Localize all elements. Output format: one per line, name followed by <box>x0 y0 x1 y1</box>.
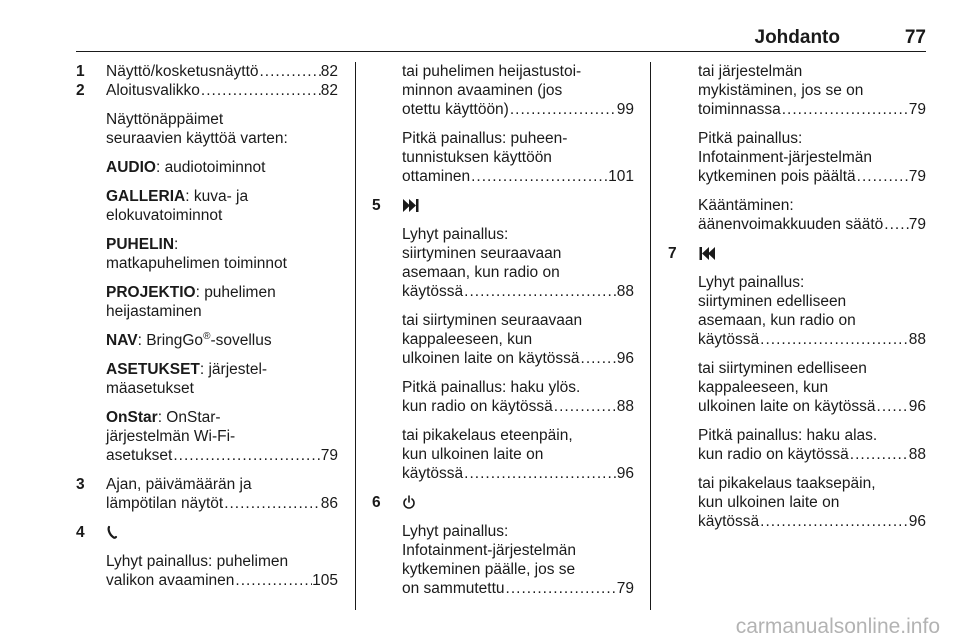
toc-entry[interactable] <box>698 330 926 349</box>
entry-page: 101 <box>608 168 634 185</box>
text: : järjestel- <box>199 361 268 378</box>
text: : audiotoiminnot <box>155 159 266 176</box>
text-line: tai järjestelmän <box>698 63 803 80</box>
leader-dots <box>553 397 617 416</box>
toc-entry[interactable] <box>698 445 926 464</box>
text-line: tai pikakelaus eteenpäin, <box>402 427 573 444</box>
toc-entry[interactable] <box>402 349 634 368</box>
toc-entry[interactable] <box>402 464 634 483</box>
leader-dots <box>505 579 617 598</box>
item-number: 1 <box>76 63 85 80</box>
voice-entry <box>402 129 634 186</box>
item-4-continued <box>372 62 634 186</box>
next-track-icon <box>402 196 420 215</box>
entry-text: valikon avaaminen <box>106 572 235 589</box>
entry-page: 79 <box>908 101 926 118</box>
seek-up-entry <box>402 378 634 416</box>
text-line: kappaleeseen, kun <box>698 379 829 396</box>
text-line: Lyhyt painallus: puhelimen <box>106 553 289 570</box>
leader-dots <box>463 464 617 483</box>
leader-dots <box>172 446 320 465</box>
watermark: carmanualsonline.info <box>735 615 940 638</box>
item-number: 5 <box>372 197 381 214</box>
text-line: matkapuhelimen toiminnot <box>106 255 287 272</box>
item-number: 3 <box>76 476 85 493</box>
text: : <box>174 236 179 253</box>
text-line: Lyhyt painallus: <box>698 274 805 291</box>
leader-dots <box>856 167 909 186</box>
entry-page: 79 <box>616 580 634 597</box>
toc-entry[interactable] <box>402 167 634 186</box>
column-1 <box>76 62 338 590</box>
entry-page: 82 <box>320 63 338 80</box>
text: : puhelimen <box>195 284 276 301</box>
toc-entry[interactable] <box>698 512 926 531</box>
mute-entry <box>698 62 926 119</box>
leader-dots <box>759 330 909 349</box>
next-track-entry <box>402 311 634 368</box>
toc-entry[interactable] <box>106 446 338 465</box>
entry-text: lämpötilan näytöt <box>106 495 224 512</box>
text-line: asemaan, kun radio on <box>698 312 856 329</box>
toc-entry[interactable] <box>106 81 338 100</box>
entry-text: käytössä <box>698 331 760 348</box>
leader-dots <box>470 167 608 186</box>
short-press-entry <box>402 225 634 301</box>
section-title: Johdanto <box>754 27 840 48</box>
text: : BringGo <box>137 332 204 349</box>
text-line: järjestelmän Wi-Fi- <box>106 428 236 445</box>
toc-entry[interactable] <box>402 100 634 119</box>
text-line: siirtyminen seuraavaan <box>402 245 562 262</box>
text-line: Pitkä painallus: haku ylös. <box>402 379 581 396</box>
entry-page: 86 <box>320 495 338 512</box>
volume-entry <box>698 196 926 234</box>
text-line: elokuvatoiminnot <box>106 207 223 224</box>
keyword: ASETUKSET <box>106 361 200 378</box>
entry-text: käytössä <box>698 513 760 530</box>
keyword: AUDIO <box>106 159 156 176</box>
leader-dots <box>200 81 321 100</box>
keyword: NAV <box>106 332 138 349</box>
leader-dots <box>759 512 909 531</box>
toc-entry[interactable] <box>402 397 634 416</box>
entry-text: ulkoinen laite on käytössä <box>698 398 876 415</box>
text-line: Infotainment-järjestelmän <box>698 149 873 166</box>
entry-page: 79 <box>320 447 338 464</box>
leader-dots <box>463 282 617 301</box>
item-1 <box>76 62 338 81</box>
entry-page: 79 <box>908 168 926 185</box>
text-line: tai siirtyminen seuraavaan <box>402 312 583 329</box>
toc-entry[interactable] <box>698 215 926 234</box>
text-line: mäasetukset <box>106 380 194 397</box>
text-line: kappaleeseen, kun <box>402 331 533 348</box>
entry-page: 96 <box>616 350 634 367</box>
text-line: kytkeminen päälle, jos se <box>402 561 576 578</box>
item-icon-line <box>698 244 926 263</box>
item-number: 6 <box>372 494 381 511</box>
registered-mark: ® <box>203 330 211 342</box>
toc-entry[interactable] <box>698 167 926 186</box>
text-line: Näyttönäppäimet <box>106 111 224 128</box>
keyword: OnStar <box>106 409 158 426</box>
leader-dots <box>234 571 312 590</box>
item-2 <box>76 81 338 465</box>
column-2 <box>372 62 634 608</box>
text-line: Pitkä painallus: haku alas. <box>698 427 878 444</box>
keyword: GALLERIA <box>106 188 186 205</box>
entry-page: 96 <box>616 465 634 482</box>
toc-entry[interactable] <box>698 397 926 416</box>
phone-paragraph <box>106 235 338 273</box>
column-divider-1 <box>355 62 356 610</box>
item-3 <box>76 475 338 513</box>
toc-entry[interactable] <box>106 494 338 513</box>
projection-entry <box>402 62 634 119</box>
item-icon-line <box>106 523 338 542</box>
seek-down-entry <box>698 426 926 464</box>
keyword: PUHELIN <box>106 236 175 253</box>
text: : OnStar- <box>157 409 221 426</box>
entry-page: 88 <box>908 331 926 348</box>
text-line: siirtyminen edelliseen <box>698 293 847 310</box>
leader-dots <box>580 349 617 368</box>
text-line: Lyhyt painallus: <box>402 523 509 540</box>
item-number: 4 <box>76 524 85 541</box>
leader-dots <box>883 215 908 234</box>
item-number: 7 <box>668 245 677 262</box>
entry-page: 105 <box>312 572 338 589</box>
item-5 <box>372 196 634 483</box>
item-icon-line <box>402 493 634 512</box>
audio-paragraph <box>106 158 338 177</box>
intro-paragraph <box>106 110 338 148</box>
entry-text: kun radio on käytössä <box>698 446 849 463</box>
toc-entry[interactable] <box>698 100 926 119</box>
settings-paragraph <box>106 360 338 398</box>
text-line: tunnistuksen käyttöön <box>402 149 552 166</box>
text-line: Pitkä painallus: <box>698 130 803 147</box>
column-divider-2 <box>650 62 651 610</box>
power-icon <box>402 493 416 512</box>
text-line: Lyhyt painallus: <box>402 226 509 243</box>
entry-page: 88 <box>616 398 634 415</box>
entry-page: 79 <box>908 216 926 233</box>
power-off-entry <box>698 129 926 186</box>
entry-text: ulkoinen laite on käytössä <box>402 350 580 367</box>
text-line: Kääntäminen: <box>698 197 794 214</box>
entry-page: 88 <box>908 446 926 463</box>
leader-dots <box>509 100 617 119</box>
power-on-entry <box>402 522 634 598</box>
text: -sovellus <box>210 332 272 349</box>
text-line: kun ulkoinen laite on <box>698 494 840 511</box>
entry-text: toiminnassa <box>698 101 781 118</box>
header-rule <box>76 51 926 52</box>
entry-text: otettu käyttöön) <box>402 101 509 118</box>
gallery-paragraph <box>106 187 338 225</box>
item-4 <box>76 523 338 590</box>
item-6 <box>372 493 634 598</box>
leader-dots <box>223 494 321 513</box>
phone-icon <box>106 523 118 542</box>
entry-text: on sammutettu <box>402 580 505 597</box>
entry-text: ottaminen <box>402 168 471 185</box>
entry-page: 88 <box>616 283 634 300</box>
toc-entry[interactable] <box>402 579 634 598</box>
onstar-paragraph <box>106 408 338 465</box>
text-line: tai puhelimen heijastustoi- <box>402 63 582 80</box>
fast-forward-entry <box>402 426 634 483</box>
item-7 <box>668 244 926 531</box>
leader-dots <box>849 445 909 464</box>
entry-text: käytössä <box>402 283 464 300</box>
text-line: Ajan, päivämäärän ja <box>106 476 252 493</box>
toc-entry[interactable] <box>106 62 338 81</box>
previous-track-entry <box>698 359 926 416</box>
text-line: tai siirtyminen edelliseen <box>698 360 867 377</box>
text-line: seuraavien käyttöä varten: <box>106 130 288 147</box>
leader-dots <box>876 397 909 416</box>
toc-entry[interactable] <box>402 282 634 301</box>
keyword: PROJEKTIO <box>106 284 196 301</box>
entry-text: Aloitusvalikko <box>106 82 200 99</box>
text-line: asemaan, kun radio on <box>402 264 560 281</box>
page-number: 77 <box>904 27 926 48</box>
text-line: mykistäminen, jos se on <box>698 82 864 99</box>
entry-page: 99 <box>616 101 634 118</box>
item-6-continued <box>668 62 926 234</box>
item-icon-line <box>402 196 634 215</box>
text-line: tai pikakelaus taaksepäin, <box>698 475 876 492</box>
text-line: heijastaminen <box>106 303 202 320</box>
nav-paragraph <box>106 331 338 350</box>
entry-text: Näyttö/kosketusnäyttö <box>106 63 259 80</box>
leader-dots <box>259 62 321 81</box>
entry-text: käytössä <box>402 465 464 482</box>
column-3 <box>668 62 926 541</box>
leader-dots <box>781 100 909 119</box>
text-line: Infotainment-järjestelmän <box>402 542 577 559</box>
entry-text: kun radio on käytössä <box>402 398 553 415</box>
entry-text: kytkeminen pois päältä <box>698 168 856 185</box>
entry-page: 96 <box>908 398 926 415</box>
toc-entry[interactable] <box>106 571 338 590</box>
entry-page: 96 <box>908 513 926 530</box>
short-press-entry <box>698 273 926 349</box>
entry-text: asetukset <box>106 447 173 464</box>
text-line: Pitkä painallus: puheen- <box>402 130 568 147</box>
entry-text: äänenvoimakkuuden säätö <box>698 216 884 233</box>
text-line: kun ulkoinen laite on <box>402 446 544 463</box>
previous-track-icon <box>698 244 716 263</box>
projection-paragraph <box>106 283 338 321</box>
item-number: 2 <box>76 82 85 99</box>
entry-page: 82 <box>320 82 338 99</box>
rewind-entry <box>698 474 926 531</box>
text-line: minnon avaaminen (jos <box>402 82 563 99</box>
text: : kuva- ja <box>185 188 249 205</box>
